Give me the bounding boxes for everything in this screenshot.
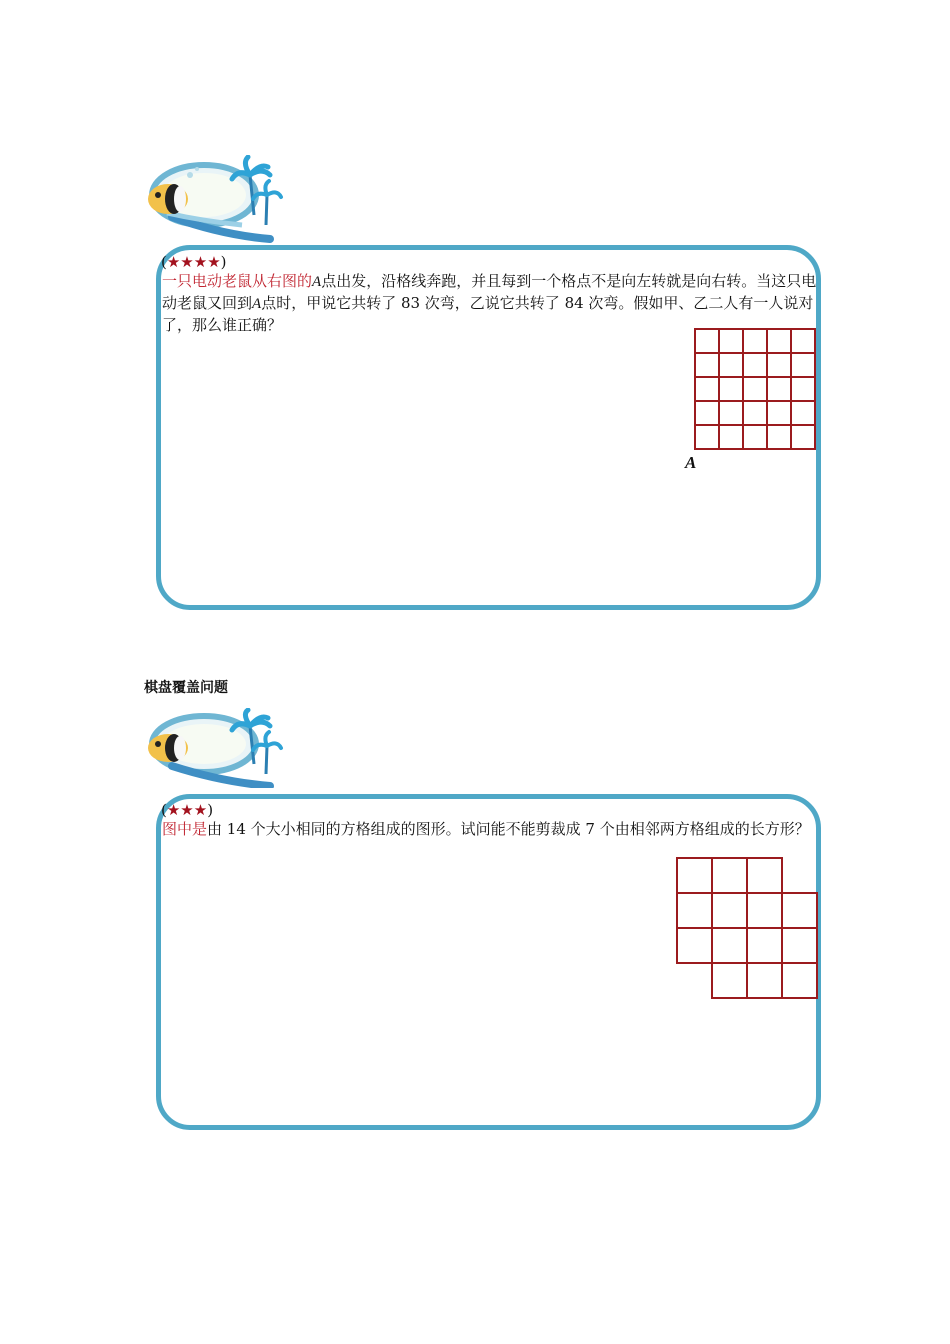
problem-2-difficulty: (★★★): [161, 801, 214, 819]
grid-cell: [695, 329, 719, 353]
problem-1-difficulty: (★★★★): [161, 253, 227, 271]
problem-2-grid-figure: [676, 857, 818, 999]
grid-cell: [677, 893, 712, 928]
grid-cell: [695, 425, 719, 449]
problem-1-grid-figure: [694, 328, 817, 451]
grid-cell: [719, 377, 743, 401]
grid-cell: [743, 329, 767, 353]
grid-cell: [743, 353, 767, 377]
grid-cell: [695, 377, 719, 401]
grid-cell: [695, 353, 719, 377]
grid-cell: [719, 353, 743, 377]
grid-cell: [719, 425, 743, 449]
grid-cell: [782, 928, 817, 963]
grid-cell: [712, 858, 747, 893]
grid-cell: [767, 401, 791, 425]
grid-cell: [743, 377, 767, 401]
grid-cell: [712, 928, 747, 963]
grid-cell: [791, 401, 815, 425]
grid-cell: [791, 377, 815, 401]
grid-cell: [747, 893, 782, 928]
grid-cell: [719, 401, 743, 425]
grid-cell: [767, 353, 791, 377]
grid-cell: [719, 329, 743, 353]
grid-cell: [695, 401, 719, 425]
grid-cell: [712, 963, 747, 998]
grid-cell: [747, 858, 782, 893]
grid-cell: [747, 963, 782, 998]
problem-1-text: 一只电动老鼠从右图的A点出发，沿格线奔跑，并且每到一个格点不是向左转就是向右转。当这只电动老鼠又回到A点时，甲说它共转了 83 次弯，乙说它共转了 84 次弯。假如甲、乙二人有一人说对了，那么谁正确？: [162, 272, 817, 334]
grid-cell: [677, 928, 712, 963]
grid-cell: [712, 893, 747, 928]
grid-cell: [743, 425, 767, 449]
section-title: 棋盘覆盖问题: [144, 680, 228, 696]
grid-cell: [747, 928, 782, 963]
grid-cell: [791, 353, 815, 377]
problem-2-text: 图中是由 14 个大小相同的方格组成的图形。试问能不能剪裁成 7 个由相邻两方格组成的长方形？: [162, 820, 810, 838]
grid-cell: [767, 377, 791, 401]
question-logo-icon: [142, 155, 284, 243]
grid-cell: [791, 425, 815, 449]
grid-cell: [767, 425, 791, 449]
grid-cell: [743, 401, 767, 425]
point-a-label: A: [685, 453, 697, 472]
grid-cell: [782, 893, 817, 928]
grid-cell: [782, 963, 817, 998]
grid-cell: [791, 329, 815, 353]
grid-cell: [767, 329, 791, 353]
question-logo-icon: [142, 708, 284, 788]
grid-cell: [677, 858, 712, 893]
